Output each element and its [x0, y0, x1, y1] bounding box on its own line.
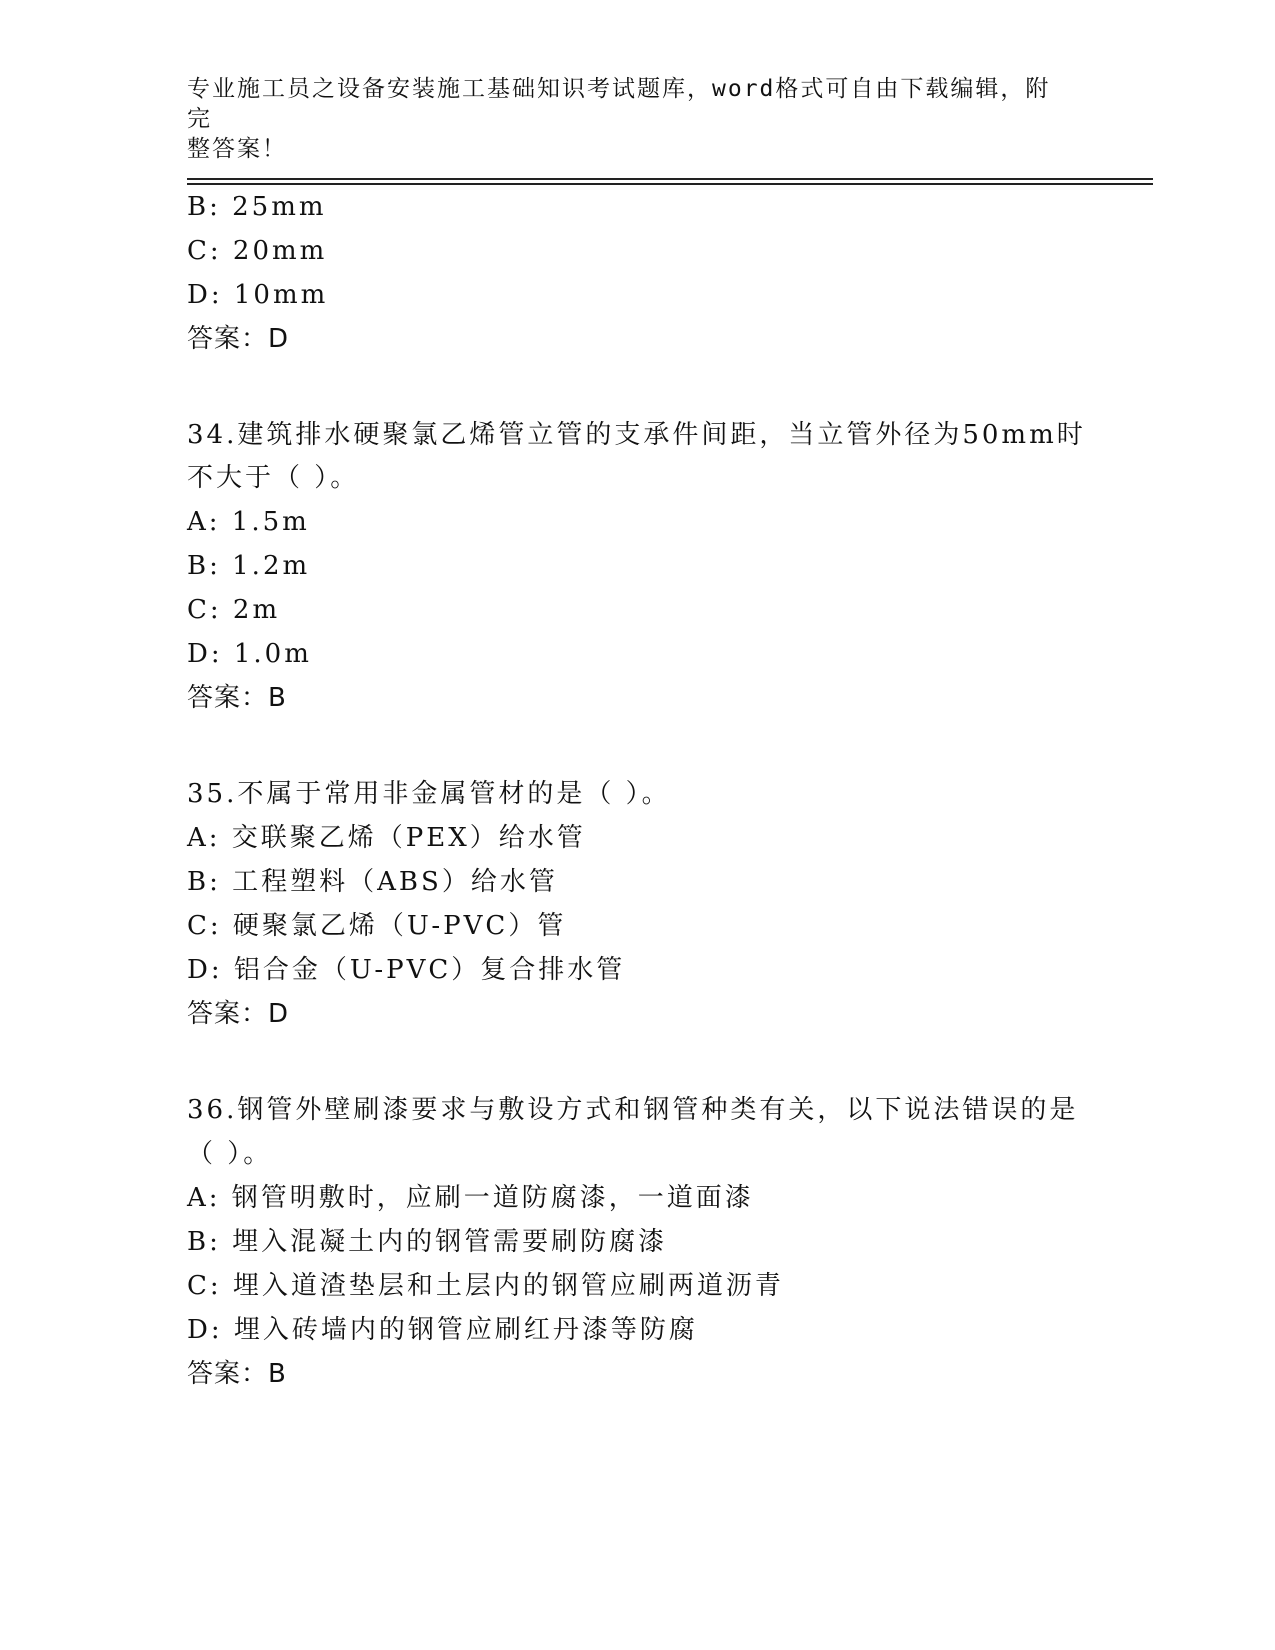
q34-answer: 答案：B [187, 683, 287, 713]
q34-option-a: A: 1.5m [187, 507, 310, 537]
prev-option-d: D: 10mm [187, 280, 329, 310]
q36-option-d: D: 埋入砖墙内的钢管应刷红丹漆等防腐 [187, 1315, 698, 1345]
q35-option-d: D: 铝合金（U-PVC）复合排水管 [187, 955, 626, 985]
q36-answer: 答案：B [187, 1359, 287, 1389]
q35-stem-line1: 35.不属于常用非金属管材的是（ ）。 [187, 779, 671, 809]
header-line-1: 专业施工员之设备安装施工基础知识考试题库，word格式可自由下载编辑，附完 [187, 76, 1051, 132]
q34-stem-line2: 不大于（ ）。 [187, 463, 360, 493]
header-divider-bottom [187, 183, 1153, 185]
q36-stem-line2: （ ）。 [187, 1139, 273, 1169]
q34-option-b: B: 1.2m [187, 551, 311, 581]
q34-stem-line1: 34.建筑排水硬聚氯乙烯管立管的支承件间距，当立管外径为50mm时 [187, 420, 1086, 450]
q36-option-b: B: 埋入混凝土内的钢管需要刷防腐漆 [187, 1227, 668, 1257]
q36-option-a: A: 钢管明敷时，应刷一道防腐漆，一道面漆 [187, 1183, 754, 1213]
prev-option-c: C: 20mm [187, 236, 328, 266]
prev-option-b: B: 25mm [187, 192, 327, 222]
prev-answer: 答案：D [187, 324, 290, 354]
document-header [187, 74, 1067, 164]
q36-option-c: C: 埋入道渣垫层和土层内的钢管应刷两道沥青 [187, 1271, 784, 1301]
header-divider-top [187, 178, 1153, 180]
q34-option-c: C: 2m [187, 595, 281, 625]
q35-option-b: B: 工程塑料（ABS）给水管 [187, 867, 558, 897]
q34-option-d: D: 1.0m [187, 639, 312, 669]
q35-option-c: C: 硬聚氯乙烯（U-PVC）管 [187, 911, 567, 941]
header-line-2: 整答案！ [187, 136, 287, 162]
q35-option-a: A: 交联聚乙烯（PEX）给水管 [187, 823, 586, 853]
q36-stem-line1: 36.钢管外壁刷漆要求与敷设方式和钢管种类有关，以下说法错误的是 [187, 1095, 1079, 1125]
q35-answer: 答案：D [187, 999, 290, 1029]
